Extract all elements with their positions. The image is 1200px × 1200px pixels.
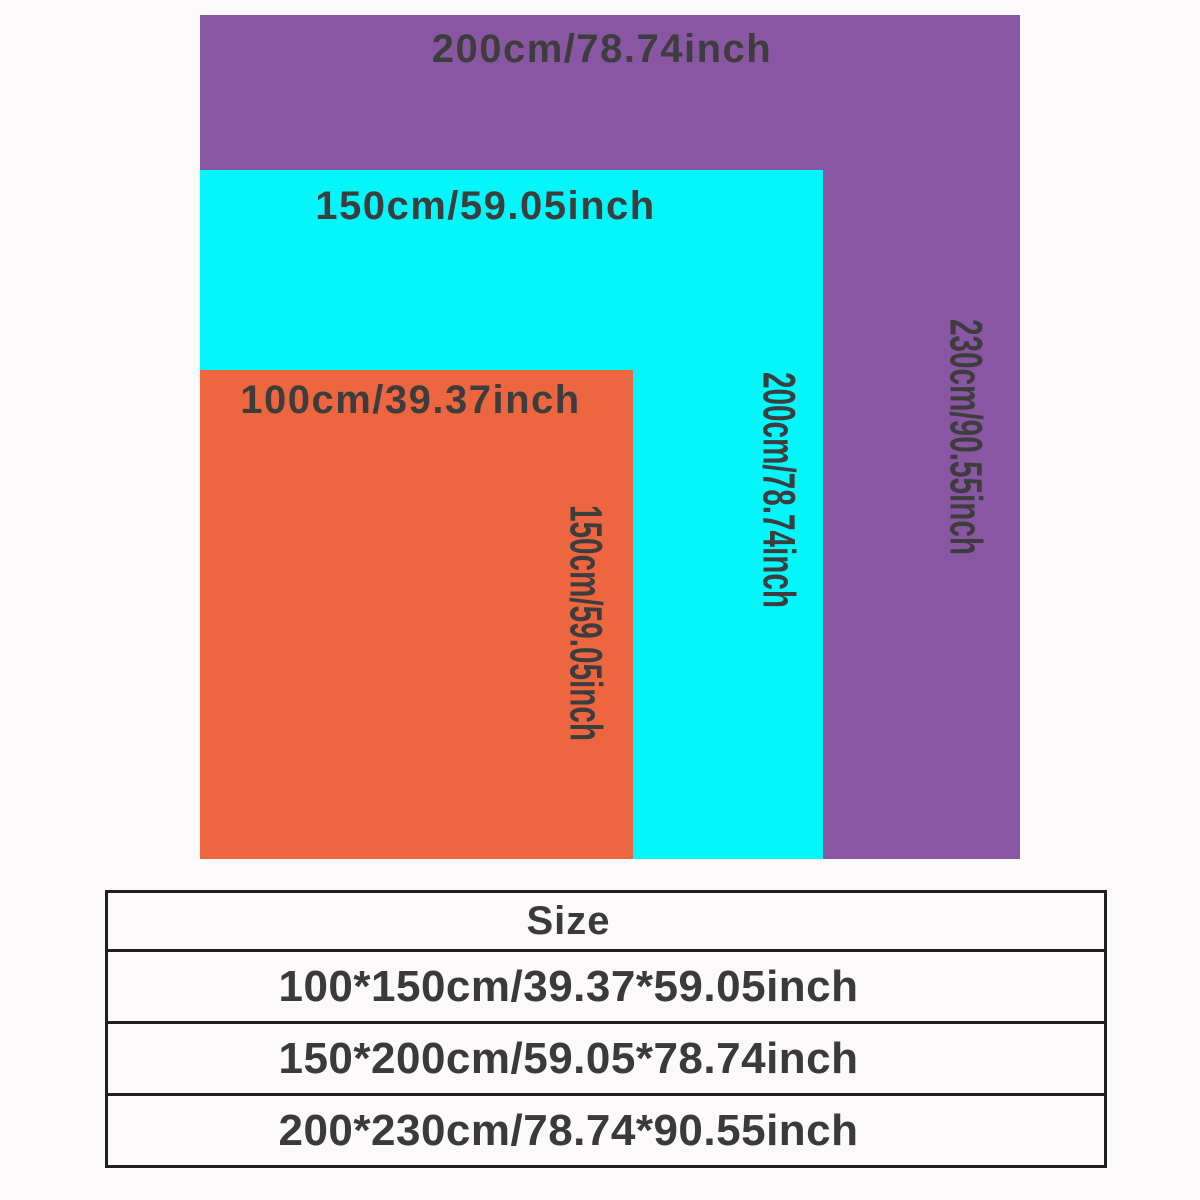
table-row [107,1023,1106,1095]
table-row [107,951,1106,1023]
width-label-large: 200cm/78.74inch [431,27,773,71]
width-label-medium: 150cm/59.05inch [315,184,656,228]
size-option-small: 100*150cm/39.37*59.05inch [107,951,1106,1023]
width-label-small: 100cm/39.37inch [240,378,581,422]
size-table-header: Size [107,892,1106,951]
size-option-medium: 150*200cm/59.05*78.74inch [107,1023,1106,1095]
size-table-header-row [107,892,1106,951]
height-label-medium: 200cm/78.74inch [753,371,805,609]
height-label-large: 230cm/90.55inch [940,318,992,556]
size-option-large: 200*230cm/78.74*90.55inch [107,1095,1106,1167]
size-table [105,890,1107,1168]
table-row [107,1095,1106,1167]
height-label-small: 150cm/59.05inch [560,504,612,742]
